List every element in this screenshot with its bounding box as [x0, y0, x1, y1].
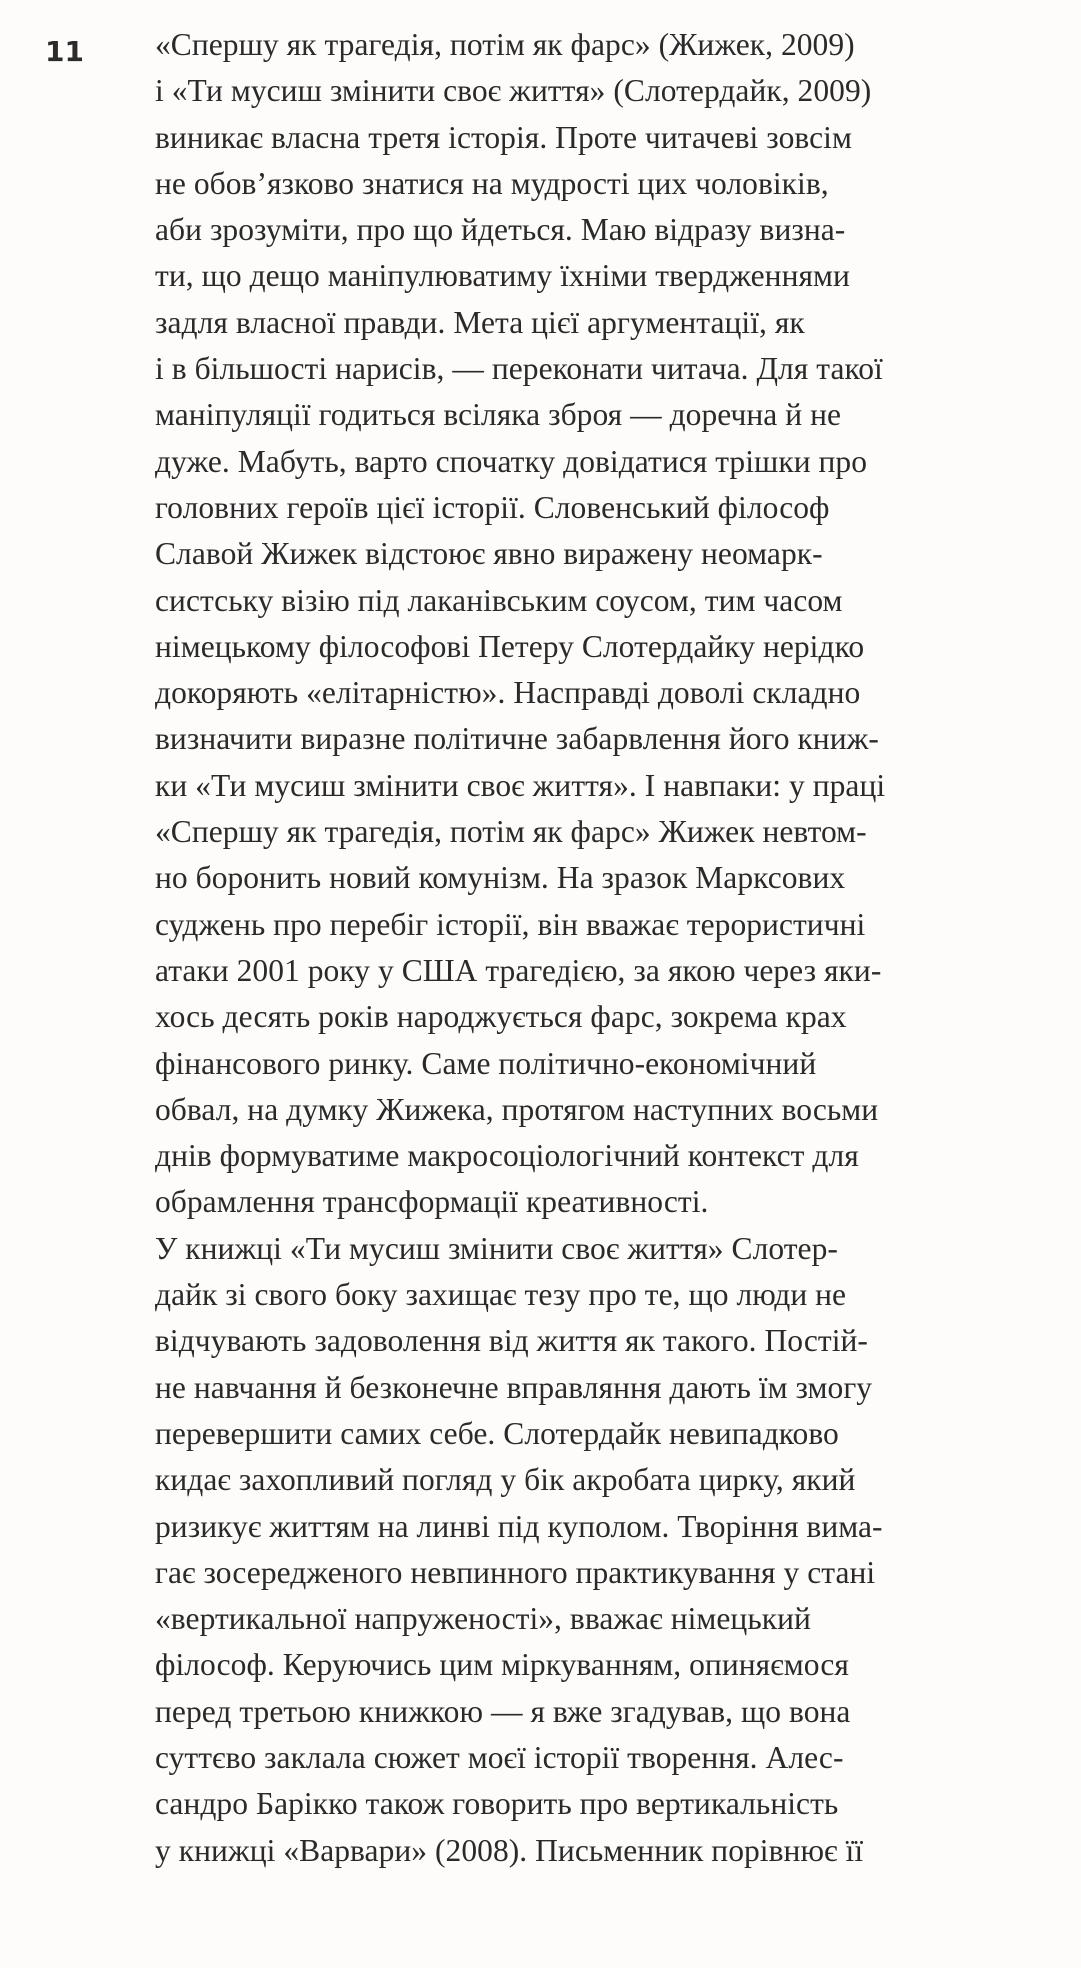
text-line: гає зосередженого невпинного практикування у стані — [155, 1554, 876, 1590]
page-number: 11 — [45, 35, 84, 68]
text-line: не навчання й безконечне вправляння дають їм змогу — [155, 1369, 873, 1405]
text-line: обрамлення трансформації креативності. — [155, 1184, 709, 1220]
text-line: задля власної правди. Мета цієї аргументації, як — [155, 304, 805, 340]
text-line: докоряють «елітарністю». Насправді доволі складно — [155, 675, 861, 711]
text-line: сандро Барікко також говорить про вертикальність — [155, 1786, 839, 1822]
text-line: «Спершу як трагедія, потім як фарс» (Жижек, 2009) — [155, 27, 855, 62]
text-line: аби зрозуміти, про що йдеться. Маю відразу визна- — [155, 212, 846, 248]
text-line: перед третьою книжкою — я вже згадував, що вона — [155, 1693, 851, 1729]
text-line: визначити виразне політичне забарвлення його книж- — [155, 721, 879, 757]
text-line: відчувають задоволення від життя як такого. Постій- — [155, 1323, 868, 1359]
text-line: хось десять років народжується фарс, зокрема крах — [155, 999, 847, 1035]
text-line: систську візію під лаканівським соусом, тим часом — [155, 582, 843, 618]
text-line: фінансового ринку. Саме політично-економічний — [155, 1045, 817, 1081]
text-line: ризикує життям на линві під куполом. Творіння вима- — [155, 1508, 883, 1544]
text-line: суджень про перебіг історії, він вважає терористичні — [155, 906, 866, 942]
text-line: но боронить новий комунізм. На зразок Марксових — [155, 860, 846, 896]
text-line: дайк зі свого боку захищає тезу про те, що люди не — [155, 1277, 847, 1313]
text-line: обвал, на думку Жижека, протягом наступних восьми — [155, 1091, 879, 1127]
text-line: виникає власна третя історія. Проте читачеві зовсім — [155, 119, 852, 155]
text-line: ти, що дещо маніпулюватиму їхніми твердженнями — [155, 258, 850, 294]
text-line: перевершити самих себе. Слотердайк невипадково — [155, 1415, 839, 1451]
text-line: суттєво заклала сюжет моєї історії творення. Алес- — [155, 1739, 844, 1775]
text-line: У книжці «Ти мусиш змінити своє життя» Слотер- — [155, 1230, 838, 1266]
text-line: головних героїв цієї історії. Словенський філософ — [155, 489, 830, 525]
text-line: кидає захопливий погляд у бік акробата цирку, який — [155, 1462, 856, 1498]
text-line: маніпуляції годиться всіляка зброя — доречна й не — [155, 397, 842, 433]
text-line: філософ. Керуючись цим міркуванням, опиняємося — [155, 1647, 849, 1683]
text-line: днів формуватиме макросоціологічний контекст для — [155, 1138, 859, 1174]
text-line: німецькому філософові Петеру Слотердайку нерідко — [155, 628, 865, 664]
text-line: і в більшості нарисів, — переконати читача. Для такої — [155, 351, 883, 387]
text-line: ки «Ти мусиш змінити своє життя». І навпаки: у праці — [155, 767, 886, 803]
text-line: дуже. Мабуть, варто спочатку довідатися трішки про — [155, 443, 868, 479]
body-text — [155, 22, 1015, 1874]
text-line: «вертикальної напруженості», вважає німецький — [155, 1601, 811, 1637]
text-line: атаки 2001 року у США трагедією, за якою через яки- — [155, 952, 882, 988]
text-line: і «Ти мусиш змінити своє життя» (Слотердайк, 2009) — [155, 73, 872, 109]
text-line: «Спершу як трагедія, потім як фарс» Жижек невтом- — [155, 814, 867, 850]
text-line: не обов’язково знатися на мудрості цих чоловіків, — [155, 165, 829, 201]
text-line: Славой Жижек відстоює явно виражену неомарк- — [155, 536, 823, 572]
text-line: у книжці «Варвари» (2008). Письменник порівнює її — [155, 1832, 864, 1868]
